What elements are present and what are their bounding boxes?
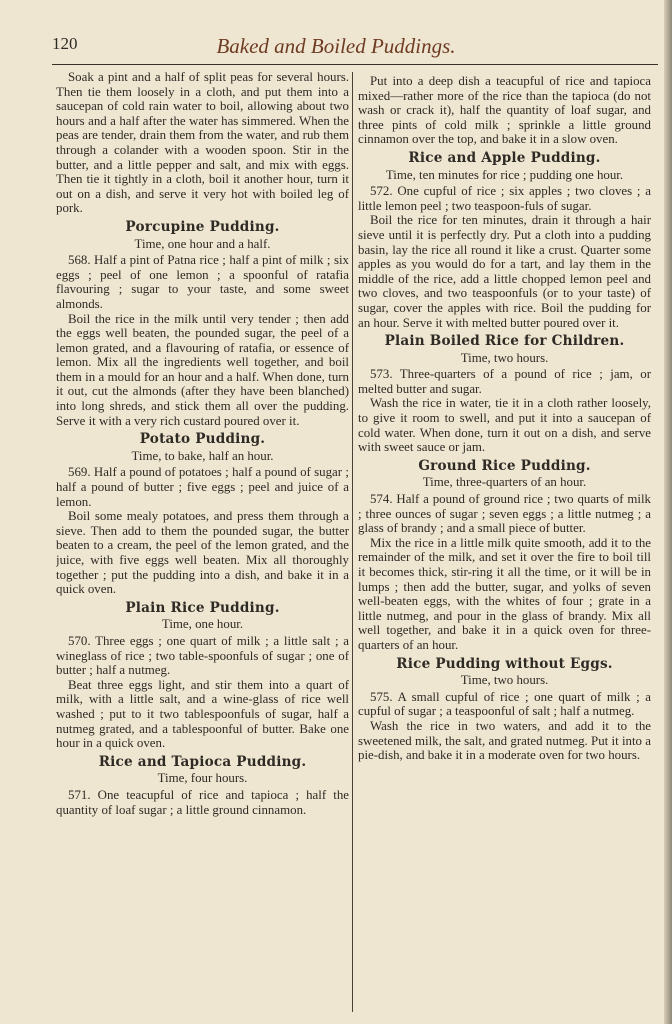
method-paragraph: Wash the rice in water, tie it in a cloth rather loosely, to give it room to swell, and put it into a saucepan of cold water. When done, turn it out on a dish, and serve with sweet sauce or jam. — [358, 396, 651, 455]
page-number: 120 — [52, 34, 78, 53]
recipe-ground-rice-pudding — [358, 459, 651, 653]
method-paragraph: Boil some mealy potatoes, and press them through a sieve. Then add to them the pounded sugar, the butter beaten to a cream, the peel of the lemon grated, and the juice, with five eggs well beaten. Mix all thoroughly together ; put the pudding into a dish, and bake it in a quick oven. — [56, 509, 349, 597]
method-paragraph: Boil the rice in the milk until very tender ; then add the eggs well beaten, the pounded sugar, the peel of a lemon grated, and a flavouring of ratafia, or essence of lemon. Mix all the ingredients well together, and boil them in a mould for an hour and a half. When done, turn it out, cut the almonds (after they have been blanched) into long shreds, and stick them all over the pudding. Serve it with a very rich custard poured over it. — [56, 311, 349, 428]
recipe-time: Time, ten minutes for rice ; pudding one hour. — [385, 167, 624, 182]
left-column — [56, 70, 349, 1020]
ingredients-paragraph: 572. One cupful of rice ; six apples ; two cloves ; a little lemon peel ; two teaspoon-fuls of sugar. — [358, 184, 651, 213]
method-paragraph: Wash the rice in two waters, and add it to the sweetened milk, the salt, and grated nutmeg. Put it into a pie-dish, and bake it in a moderate oven for two hours. — [358, 718, 651, 763]
header-rule — [52, 64, 658, 65]
ingredients-paragraph: 569. Half a pound of potatoes ; half a pound of sugar ; half a pound of butter ; five eggs ; peel and juice of a lemon. — [56, 465, 349, 509]
method-paragraph: Boil the rice for ten minutes, drain it through a hair sieve until it is perfectly dry. Put a cloth into a pudding basin, lay the rice all round it like a crust. Quarter some apples as you would do for a tart, and lay them in the middle of the rice, add a little chopped lemon peel and two cloves, and two teaspoonfuls (or to your taste) of sugar, cover the apples with rice. Boil the pudding for an hour. Serve it with melted butter poured over it. — [358, 213, 651, 330]
column-divider — [352, 72, 353, 1012]
recipe-time: Time, two hours. — [460, 350, 549, 365]
page-edge-shadow — [664, 0, 672, 1024]
ingredients-paragraph: 574. Half a pound of ground rice ; two quarts of milk ; three ounces of sugar ; seven eggs ; a little nutmeg ; a glass of brandy ; and a small piece of butter. — [358, 492, 651, 536]
recipe-time: Time, three-quarters of an hour. — [422, 475, 587, 490]
recipe-title: Rice and Apple Pudding. — [408, 149, 601, 166]
ingredients-paragraph: 568. Half a pint of Patna rice ; half a pint of milk ; six eggs ; peel of one lemon ; a spoonful of ratafia flavouring ; sugar to your taste, and some sweet almonds. — [56, 253, 349, 311]
ingredients-paragraph: 571. One teacupful of rice and tapioca ; half the quantity of loaf sugar ; a little ground cinnamon. — [56, 787, 349, 817]
recipe-title: Potato Pudding. — [139, 431, 266, 448]
recipe-title: Porcupine Pudding. — [125, 218, 280, 235]
recipe-plain-rice-pudding — [56, 601, 349, 751]
ingredients-paragraph: 573. Three-quarters of a pound of rice ; jam, or melted butter and sugar. — [358, 367, 651, 396]
recipe-plain-boiled-rice-for-children — [358, 334, 651, 455]
recipe-time: Time, to bake, half an hour. — [131, 448, 274, 463]
recipe-time: Time, two hours. — [460, 673, 549, 688]
recipe-title: Plain Rice Pudding. — [125, 599, 280, 616]
recipe-title: Rice and Tapioca Pudding. — [98, 753, 307, 770]
method-paragraph: Beat three eggs light, and stir them into a quart of milk, with a little salt, and a wine-glass of rice well washed ; put to it two tablespoonfuls of sugar, half a nutmeg grated, and a tablespoonful of butter. Bake one hour in a quick oven. — [56, 677, 349, 751]
recipe-time: Time, four hours. — [157, 771, 248, 786]
running-title: Baked and Boiled Puddings. — [216, 34, 456, 58]
recipe-rice-and-apple-pudding — [358, 151, 651, 330]
recipe-rice-pudding-without-eggs — [358, 657, 651, 763]
ingredients-paragraph: 575. A small cupful of rice ; one quart of milk ; a cupful of sugar ; a teaspoonful of salt ; half a nutmeg. — [358, 689, 651, 719]
recipe-title: Ground Rice Pudding. — [418, 457, 591, 474]
recipe-title: Plain Boiled Rice for Children. — [384, 333, 625, 350]
recipe-time: Time, one hour. — [161, 617, 244, 632]
ingredients-paragraph: 570. Three eggs ; one quart of milk ; a little salt ; a wineglass of rice ; two table-spoonfuls of sugar ; one of butter ; half a nutmeg. — [56, 633, 349, 678]
right-column — [358, 74, 651, 1024]
page-header — [0, 34, 672, 58]
recipe-rice-and-tapioca-pudding — [56, 755, 349, 817]
continued-paragraph: Put into a deep dish a teacupful of rice and tapioca mixed—rather more of the rice than the tapioca (do not wash or crack it), half the quantity of loaf sugar, and three pints of cold milk ; sprinkle a little ground cinnamon over the top, and bake it in a slow oven. — [358, 74, 651, 147]
recipe-time: Time, one hour and a half. — [134, 236, 271, 251]
recipe-porcupine-pudding — [56, 220, 349, 428]
recipe-potato-pudding — [56, 432, 349, 597]
recipe-title: Rice Pudding without Eggs. — [396, 655, 613, 672]
intro-paragraph: Soak a pint and a half of split peas for several hours. Then tie them loosely in a cloth, and put them into a saucepan of cold rain water to boil, allowing about two hours and a half after the water has simmered. When the peas are tender, drain them from the water, and rub them through a colander with a wooden spoon. Stir in the butter, and a little pepper and salt, and mix with eggs. Then tie it tightly in a cloth, boil it another hour, turn it out on a dish, and serve it very hot with boiled leg of pork. — [56, 70, 349, 216]
method-paragraph: Mix the rice in a little milk quite smooth, add it to the remainder of the milk, and set it over the fire to boil till it becomes thick, stir-ring it all the time, or it will be in lumps ; then add the butter, sugar, and yolks of seven well-beaten eggs, with the whites of four ; grate in a little nutmeg, and pour in the glass of brandy. Mix all well together, and bake it in a quick oven for three-quarters of an hour. — [358, 535, 651, 652]
